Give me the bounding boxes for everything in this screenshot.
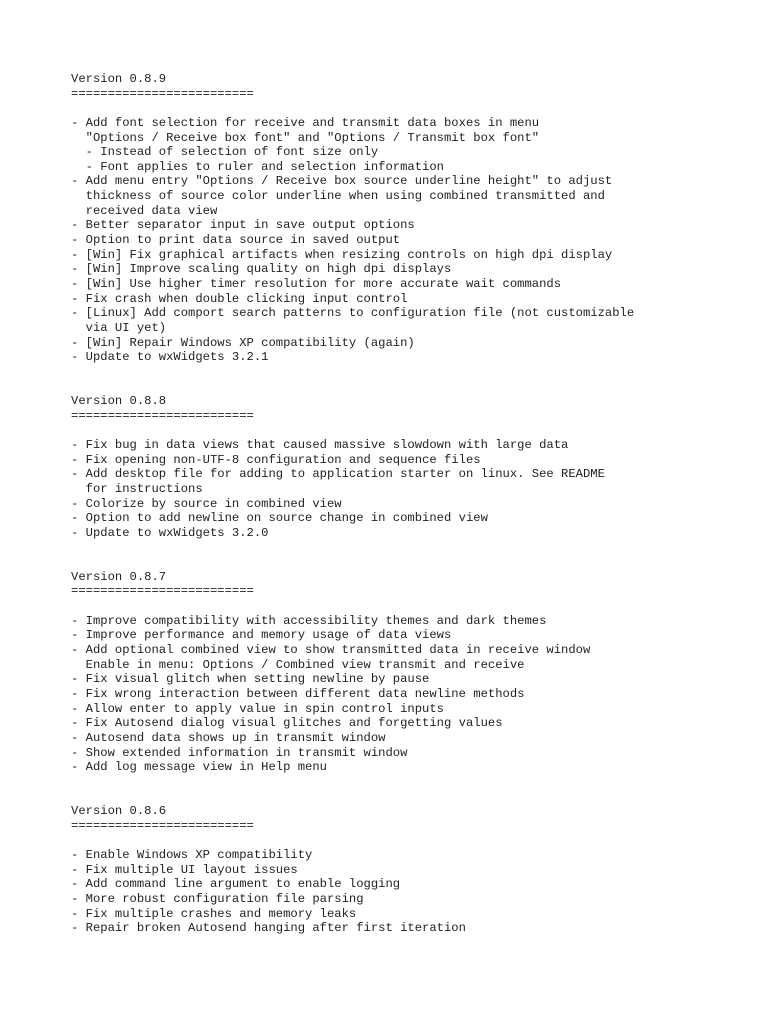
changelog-line: - Fix multiple crashes and memory leaks xyxy=(71,906,357,921)
changelog-line: - Improve compatibility with accessibility themes and dark themes xyxy=(71,613,547,628)
section-spacer xyxy=(71,775,761,804)
version-section xyxy=(71,72,761,365)
changelog-line: - Autosend data shows up in transmit window xyxy=(71,730,386,745)
changelog-line: - Update to wxWidgets 3.2.0 xyxy=(71,525,269,540)
changelog-line: Enable in menu: Options / Combined view transmit and receive xyxy=(71,657,525,672)
changelog-line: - Colorize by source in combined view xyxy=(71,496,342,511)
version-section xyxy=(71,570,761,775)
section-spacer xyxy=(71,541,761,570)
changelog-line: - Add optional combined view to show transmitted data in receive window xyxy=(71,643,591,658)
blank-line xyxy=(71,101,761,116)
changelog-line: - Fix visual glitch when setting newline by pause xyxy=(71,672,430,687)
section-spacer xyxy=(71,365,761,394)
changelog-line: - Fix bug in data views that caused massive slowdown with large data xyxy=(71,438,569,453)
changelog-line: - Add command line argument to enable logging xyxy=(71,877,401,892)
changelog-line: - Show extended information in transmit window xyxy=(71,745,408,760)
changelog-line: - Improve performance and memory usage of data views xyxy=(71,628,452,643)
changelog-line: - [Win] Use higher timer resolution for more accurate wait commands xyxy=(71,276,562,291)
changelog-line: via UI yet) xyxy=(71,320,167,335)
changelog-line: - [Linux] Add comport search patterns to configuration file (not customizable xyxy=(71,306,635,321)
changelog-line: - Add font selection for receive and transmit data boxes in menu xyxy=(71,115,540,130)
changelog-line: - Fix opening non-UTF-8 configuration and sequence files xyxy=(71,452,481,467)
version-heading: Version 0.8.7 xyxy=(71,569,167,584)
version-heading: Version 0.8.6 xyxy=(71,804,167,819)
changelog-line: - Add desktop file for adding to application starter on linux. See README xyxy=(71,467,605,482)
changelog-line: - Add log message view in Help menu xyxy=(71,760,327,775)
changelog-line: - Better separator input in save output options xyxy=(71,218,415,233)
changelog-line: - Instead of selection of font size only xyxy=(71,145,379,160)
blank-line xyxy=(71,423,761,438)
changelog-line: - Add menu entry "Options / Receive box source underline height" to adjust xyxy=(71,174,613,189)
changelog-line: - Option to add newline on source change in combined view xyxy=(71,511,488,526)
changelog-line: - [Win] Repair Windows XP compatibility (again) xyxy=(71,335,415,350)
changelog-line: - Update to wxWidgets 3.2.1 xyxy=(71,350,269,365)
changelog-line: - Fix wrong interaction between different data newline methods xyxy=(71,686,525,701)
heading-underline: ========================= xyxy=(71,408,254,423)
changelog-line: - More robust configuration file parsing xyxy=(71,891,364,906)
heading-underline: ========================= xyxy=(71,86,254,101)
changelog-document xyxy=(71,72,761,936)
changelog-line: - Allow enter to apply value in spin control inputs xyxy=(71,701,444,716)
changelog-line: "Options / Receive box font" and "Options / Transmit box font" xyxy=(71,130,540,145)
changelog-line: - Fix crash when double clicking input control xyxy=(71,291,408,306)
changelog-line: - Repair broken Autosend hanging after first iteration xyxy=(71,921,466,936)
heading-underline: ========================= xyxy=(71,818,254,833)
blank-line xyxy=(71,833,761,848)
changelog-line: for instructions xyxy=(71,481,203,496)
changelog-line: received data view xyxy=(71,203,218,218)
version-heading: Version 0.8.8 xyxy=(71,394,167,409)
changelog-line: thickness of source color underline when using combined transmitted and xyxy=(71,189,605,204)
heading-underline: ========================= xyxy=(71,584,254,599)
blank-line xyxy=(71,599,761,614)
changelog-line: - Fix Autosend dialog visual glitches and forgetting values xyxy=(71,716,503,731)
changelog-line: - Fix multiple UI layout issues xyxy=(71,862,298,877)
changelog-line: - [Win] Improve scaling quality on high dpi displays xyxy=(71,262,452,277)
changelog-line: - Option to print data source in saved output xyxy=(71,233,401,248)
version-heading: Version 0.8.9 xyxy=(71,72,167,86)
changelog-line: - Enable Windows XP compatibility xyxy=(71,848,313,862)
version-section xyxy=(71,804,761,936)
changelog-line: - Font applies to ruler and selection information xyxy=(71,159,444,174)
changelog-line: - [Win] Fix graphical artifacts when resizing controls on high dpi display xyxy=(71,247,613,262)
version-section xyxy=(71,394,761,540)
